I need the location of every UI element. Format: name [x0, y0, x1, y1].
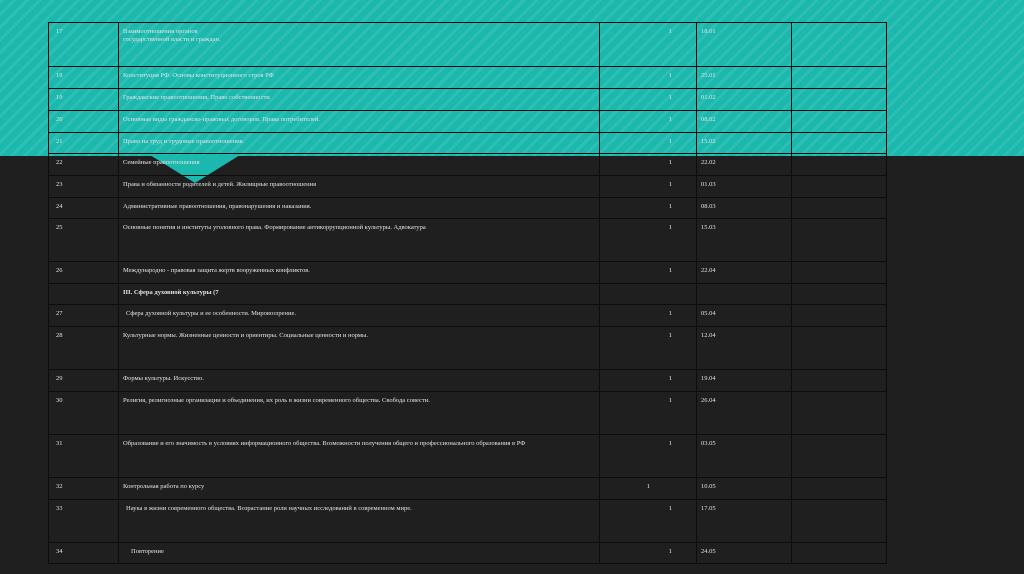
hours-cell: 1 — [600, 327, 697, 370]
lesson-topic: Международно - правовая защита жертв вооруженных конфликтов. — [119, 262, 600, 284]
hours-cell: 1 — [600, 478, 697, 500]
hours-cell: 1 — [600, 435, 697, 478]
schedule-table — [48, 22, 887, 564]
hours-cell: 1 — [600, 89, 697, 111]
table-row — [49, 111, 887, 133]
table-row — [49, 23, 887, 67]
table-row — [49, 219, 887, 262]
topic-text: Сфера духовной культуры и ее особенности. Мировоззрение. — [126, 310, 296, 317]
table-row — [49, 305, 887, 327]
extra-cell — [792, 154, 887, 176]
table-row — [49, 176, 887, 198]
row-number: 19 — [49, 89, 119, 111]
section-title-text: III. Сфера духовной культуры (7 — [123, 289, 219, 296]
hours-cell: 1 — [600, 262, 697, 284]
topic-text: Наука в жизни современного общества. Возрастание роли научных исследований в современном мире. — [126, 505, 412, 512]
hours-cell: 1 — [600, 219, 697, 262]
row-number: 31 — [49, 435, 119, 478]
lesson-topic: Гражданские правоотношения. Право собственности — [119, 89, 600, 111]
date-cell — [697, 284, 792, 305]
lesson-topic: Конституция РФ. Основы конституционного строя РФ — [119, 67, 600, 89]
extra-cell — [792, 67, 887, 89]
date-cell: 17.05 — [697, 500, 792, 543]
row-number: 18 — [49, 67, 119, 89]
table-row — [49, 198, 887, 219]
row-number: 23 — [49, 176, 119, 198]
lesson-topic: Религия, религиозные организации и объединения, их роль в жизни современного общества. Свобода совести. — [119, 392, 600, 435]
date-cell: 05.04 — [697, 305, 792, 327]
table-row — [49, 154, 887, 176]
lesson-topic: Образование и его значимость в условиях информационного общества. Возможности получения общего и профессионального образования в РФ — [119, 435, 600, 478]
lesson-topic: Административные правоотношения, правонарушения и наказания. — [119, 198, 600, 219]
topic-line: Взаимоотношения органов государственной власти и граждан. — [123, 28, 221, 43]
lesson-topic: Семейные правоотношения — [119, 154, 600, 176]
hours-cell: 1 — [600, 500, 697, 543]
lesson-topic: Контрольная работа по курсу — [119, 478, 600, 500]
row-number: 17 — [49, 23, 119, 67]
lesson-topic: Права и обязанности родителей и детей. Жилищные правоотношения — [119, 176, 600, 198]
date-cell: 24.05 — [697, 543, 792, 564]
row-number: 28 — [49, 327, 119, 370]
hours-cell: 1 — [600, 305, 697, 327]
row-number: 20 — [49, 111, 119, 133]
row-number: 32 — [49, 478, 119, 500]
hours-cell: 1 — [600, 23, 697, 67]
table-row — [49, 478, 887, 500]
date-cell: 19.04 — [697, 370, 792, 392]
lesson-topic — [119, 543, 600, 564]
table-row — [49, 370, 887, 392]
lesson-topic: Основные понятия и институты уголовного права. Формирование антикоррупционной культуры. Адвокатура — [119, 219, 600, 262]
hours-cell: 1 — [600, 392, 697, 435]
hours-cell: 1 — [600, 370, 697, 392]
row-number: 24 — [49, 198, 119, 219]
extra-cell — [792, 370, 887, 392]
date-cell: 03.05 — [697, 435, 792, 478]
extra-cell — [792, 435, 887, 478]
hours-cell: 1 — [600, 176, 697, 198]
date-cell: 12.04 — [697, 327, 792, 370]
lesson-topic — [119, 23, 600, 67]
lesson-topic — [119, 305, 600, 327]
lesson-topic: Основные виды гражданско-правовых договоров. Права потребителей. — [119, 111, 600, 133]
date-cell: 18.01 — [697, 23, 792, 67]
row-number: 26 — [49, 262, 119, 284]
table-row — [49, 89, 887, 111]
hours-cell — [600, 284, 697, 305]
row-number: 22 — [49, 154, 119, 176]
row-number: 30 — [49, 392, 119, 435]
extra-cell — [792, 176, 887, 198]
date-cell: 15.03 — [697, 219, 792, 262]
lesson-topic: Формы культуры. Искусство. — [119, 370, 600, 392]
hours-cell: 1 — [600, 67, 697, 89]
date-cell: 10.05 — [697, 478, 792, 500]
extra-cell — [792, 23, 887, 67]
extra-cell — [792, 133, 887, 154]
extra-cell — [792, 500, 887, 543]
date-cell: 22.02 — [697, 154, 792, 176]
date-cell: 22.04 — [697, 262, 792, 284]
row-number — [49, 284, 119, 305]
date-cell: 08.03 — [697, 198, 792, 219]
row-number: 29 — [49, 370, 119, 392]
date-cell: 01.03 — [697, 176, 792, 198]
extra-cell — [792, 262, 887, 284]
extra-cell — [792, 89, 887, 111]
table-row — [49, 133, 887, 154]
row-number: 25 — [49, 219, 119, 262]
table-row — [49, 543, 887, 564]
extra-cell — [792, 305, 887, 327]
row-number: 21 — [49, 133, 119, 154]
table-row — [49, 500, 887, 543]
extra-cell — [792, 327, 887, 370]
extra-cell — [792, 392, 887, 435]
hours-cell: 1 — [600, 111, 697, 133]
hours-cell: 1 — [600, 543, 697, 564]
extra-cell — [792, 284, 887, 305]
row-number: 34 — [49, 543, 119, 564]
extra-cell — [792, 478, 887, 500]
section-header-row — [49, 284, 887, 305]
extra-cell — [792, 543, 887, 564]
section-title — [119, 284, 600, 305]
extra-cell — [792, 219, 887, 262]
date-cell: 26.04 — [697, 392, 792, 435]
extra-cell — [792, 111, 887, 133]
table-row — [49, 327, 887, 370]
lesson-topic: Право на труд и трудовые правоотношения. — [119, 133, 600, 154]
date-cell: 08.02 — [697, 111, 792, 133]
lesson-topic — [119, 500, 600, 543]
topic-text: Повторение — [131, 548, 164, 555]
hours-cell: 1 — [600, 133, 697, 154]
hours-cell: 1 — [600, 154, 697, 176]
date-cell: 25.01 — [697, 67, 792, 89]
table-row — [49, 262, 887, 284]
table-row — [49, 435, 887, 478]
date-cell: 15.02 — [697, 133, 792, 154]
row-number: 33 — [49, 500, 119, 543]
hours-cell: 1 — [600, 198, 697, 219]
date-cell: 01.02 — [697, 89, 792, 111]
lesson-topic: Культурные нормы. Жизненные ценности и ориентиры. Социальные ценности и нормы. — [119, 327, 600, 370]
table-row — [49, 392, 887, 435]
extra-cell — [792, 198, 887, 219]
row-number: 27 — [49, 305, 119, 327]
table-row — [49, 67, 887, 89]
